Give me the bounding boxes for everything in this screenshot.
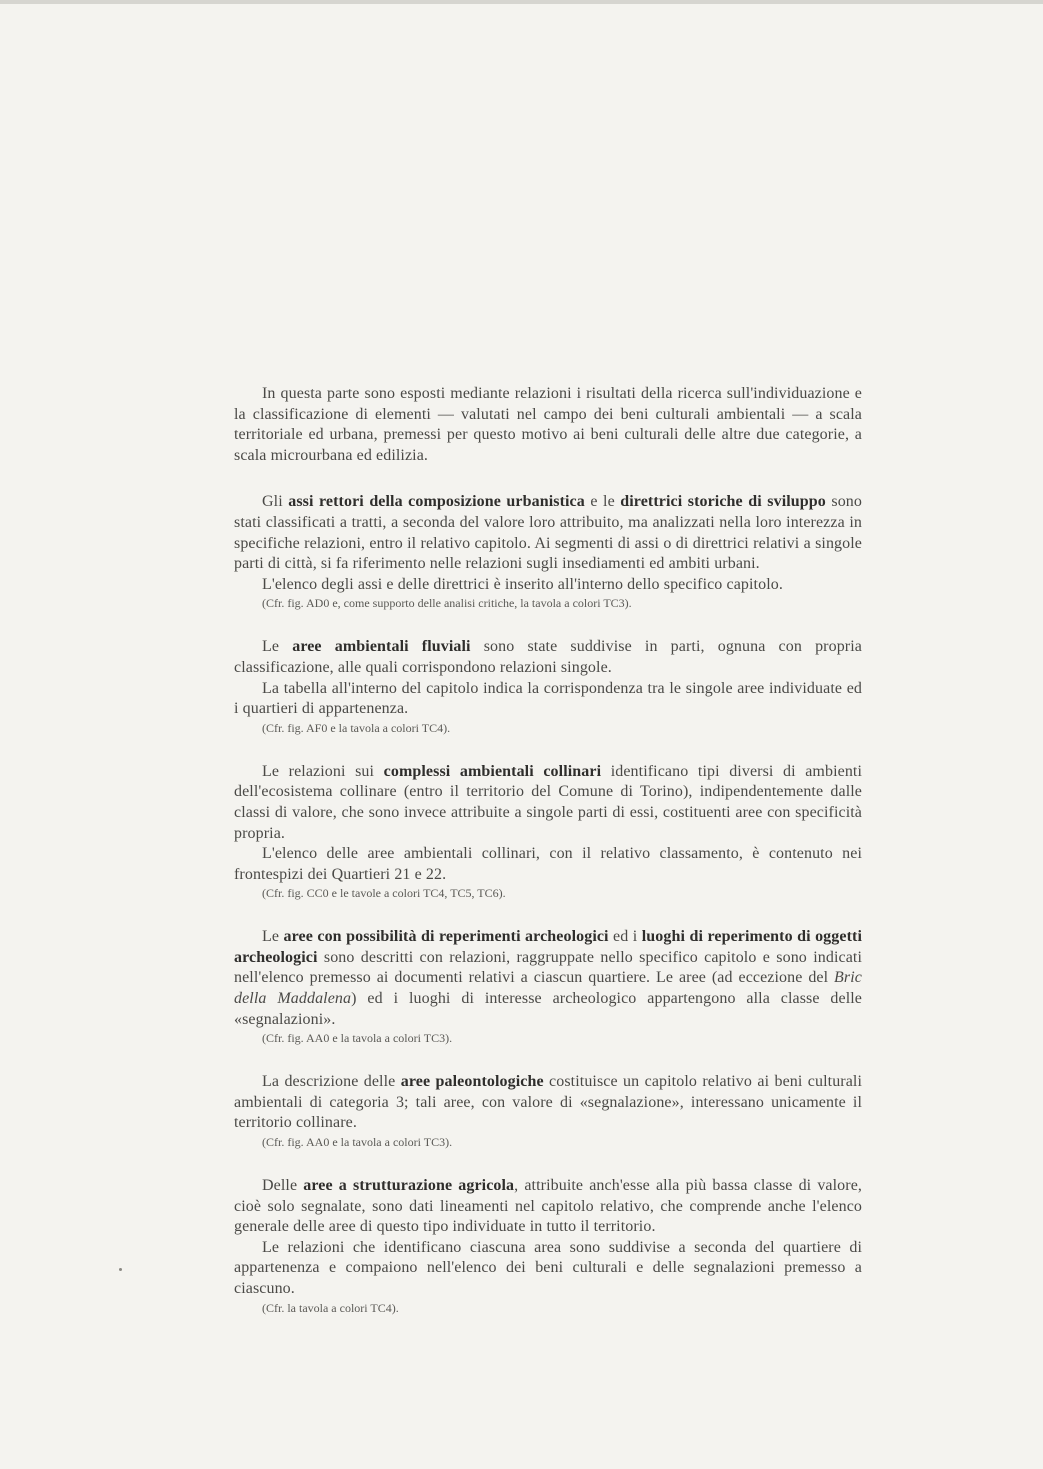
assi-text: Gli assi rettori della composizione urbanistica e le direttrici storiche di sviluppo sono stati classificati a tratti, a seconda del valore loro attribuito, ma analizzati nella loro interezza in specifiche relazioni, entro il relativo capitolo. Ai segmenti di assi o di direttrici relativi a singole parti di città, si fa riferimento nelle relazioni sugli insediamenti ed ambiti urbani. [234,493,862,573]
agricola-second: Le relazioni che identificano ciascuna area sono suddivise a seconda del quartiere di appartenenza e compaiono nell'elenco dei beni culturali e delle segnalazioni premesso a ciascuno. [234,1238,862,1297]
paragraph-archeologici [234,927,862,1046]
archeo-text: Le aree con possibilità di reperimenti archeologici ed i luoghi di reperimento di oggetti archeologici sono descritti con relazioni, raggruppate nello specifico capitolo e sono indicati nell'elenco premesso ai documenti relativi a ciascun quartiere. Le aree (ad eccezione del Bric della Maddalena) ed i luoghi di interesse archeologico appartengono alla classe delle «segnalazioni». [234,928,863,1028]
paragraph-agricola [234,1176,862,1316]
assi-second: L'elenco degli assi e delle direttrici è inserito all'interno dello specifico capitolo. [262,575,783,593]
fluviali-text: Le aree ambientali fluviali sono state suddivise in parti, ognuna con propria classificazione, alle quali corrispondono relazioni singole. [234,638,862,676]
assi-bold-1: assi rettori della composizione urbanistica [288,493,585,511]
fluviali-bold: aree ambientali fluviali [292,638,471,656]
agricola-reference: (Cfr. la tavola a colori TC4). [262,1300,399,1315]
fluviali-second: La tabella all'interno del capitolo indica la corrispondenza tra le singole aree individuate ed i quartieri di appartenenza. [234,679,862,718]
page-body [234,384,862,1342]
assi-reference: (Cfr. fig. AD0 e, come supporto delle analisi critiche, la tavola a colori TC3). [262,596,632,611]
archeo-bold-2: luoghi di reperimento di oggetti archeologici [234,928,862,966]
paragraph-collinari [234,762,862,902]
assi-bold-2: direttrici storiche di sviluppo [620,493,826,511]
paleo-bold: aree paleontologiche [400,1073,544,1091]
paleo-text: La descrizione delle aree paleontologiche costituisce un capitolo relativo ai beni culturali ambientali di categoria 3; tali aree, con valore di «segnalazione», interessano unicamente il territorio collinare. [234,1073,863,1132]
page-top-edge [0,0,1043,4]
paragraph-intro [234,384,862,466]
archeo-italic: Bric della Maddalena [234,969,862,1008]
paragraph-fluviali [234,637,862,735]
agricola-bold: aree a strutturazione agricola [303,1177,515,1195]
paragraph-paleontologiche [234,1072,862,1150]
collinari-bold: complessi ambientali collinari [383,762,602,780]
fluviali-reference: (Cfr. fig. AF0 e la tavola a colori TC4). [262,720,451,735]
paleo-reference: (Cfr. fig. AA0 e la tavola a colori TC3). [262,1135,453,1150]
collinari-text: Le relazioni sui complessi ambientali collinari identificano tipi diversi di ambienti dell'ecosistema collinare (entro il territorio del Comune di Torino), indipendentemente dalle classi di valore, che sono invece attribuite a singole parti di essi, costituenti aree con specificità propria. [234,762,863,842]
intro-text: In questa parte sono esposti mediante relazioni i risultati della ricerca sull'individuazione e la classificazione di elementi — valutati nel campo dei beni culturali ambientali — a scala territoriale ed urbana, premessi per questo motivo ai beni culturali delle altre due categorie, a scala microurbana ed edilizia. [234,385,862,464]
paragraph-assi [234,492,862,611]
agricola-text: Delle aree a strutturazione agricola, attribuite anch'esse alla più bassa classe di valore, cioè solo segnalate, sono dati lineamenti nel capitolo relativo, che comprende anche l'elenco generale delle aree di questo tipo individuate in tutto il territorio. [234,1177,863,1236]
paper-speck [119,1268,122,1271]
archeo-bold-1: aree con possibilità di reperimenti archeologici [283,928,609,946]
collinari-reference: (Cfr. fig. CC0 e le tavole a colori TC4, TC5, TC6). [262,886,506,901]
archeo-reference: (Cfr. fig. AA0 e la tavola a colori TC3). [262,1031,453,1046]
collinari-second: L'elenco delle aree ambientali collinari, con il relativo classamento, è contenuto nei frontespizi dei Quartieri 21 e 22. [234,845,862,883]
